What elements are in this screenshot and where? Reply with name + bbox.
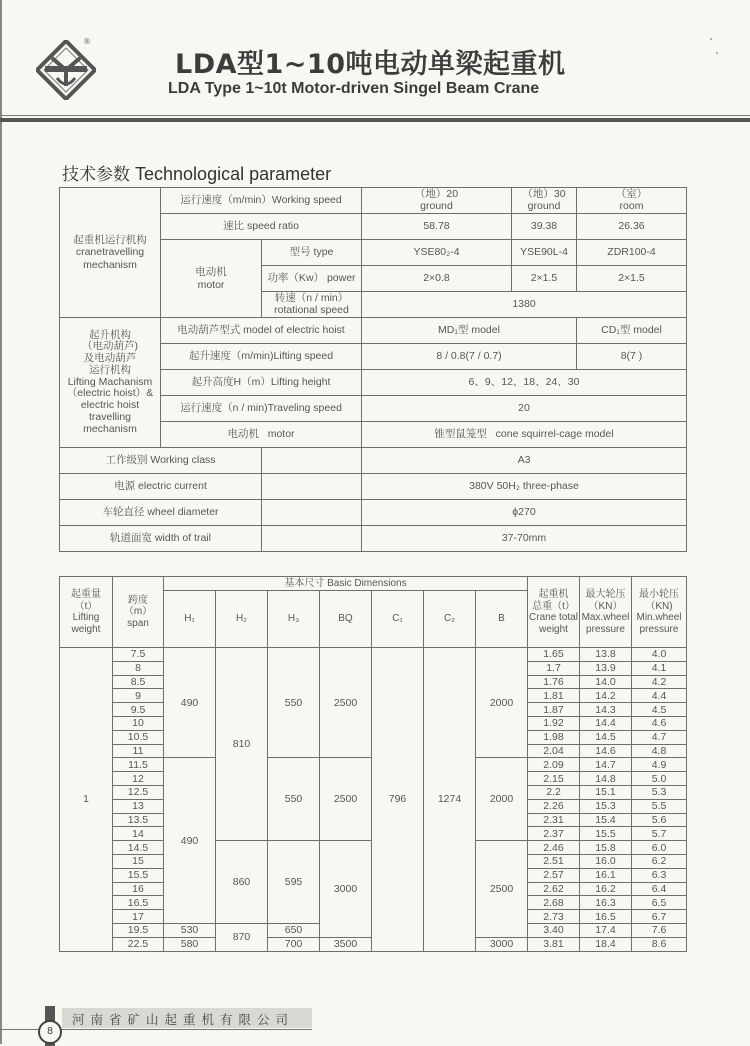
total-weight-cell: 2.04: [528, 744, 580, 758]
min-pressure-cell: 6.3: [632, 868, 687, 882]
empty-cell: [262, 500, 362, 526]
page-number: 8: [38, 1020, 62, 1044]
bq-cell: 2500: [320, 758, 372, 841]
scan-speck: [710, 38, 712, 40]
h3-cell: 700: [268, 937, 320, 951]
trail-label: 轨道面宽 width of trail: [60, 526, 262, 552]
speed-room: （室） room: [577, 188, 687, 214]
min-pressure-cell: 4.6: [632, 716, 687, 730]
min-pressure-cell: 4.7: [632, 730, 687, 744]
speed-ratio-value: 58.78: [362, 214, 512, 240]
span-cell: 15.5: [113, 868, 164, 882]
total-weight-cell: 2.51: [528, 854, 580, 868]
table-row: [60, 500, 687, 526]
span-cell: 17: [113, 910, 164, 924]
type-label: 型号 type: [262, 240, 362, 266]
scan-speck: [716, 52, 718, 54]
span-cell: 11: [113, 744, 164, 758]
hoist-model-cd1: CD₁型 model: [577, 318, 687, 344]
span-cell: 8.5: [113, 675, 164, 689]
h3-cell: 595: [268, 841, 320, 924]
table-row: [60, 526, 687, 552]
col-max-pressure: 最大轮压 （KN） Max.wheel pressure: [580, 577, 632, 648]
h3-cell: 550: [268, 758, 320, 841]
min-pressure-cell: 6.5: [632, 896, 687, 910]
span-cell: 11.5: [113, 758, 164, 772]
working-speed-label: 运行速度（m/min）Working speed: [161, 188, 362, 214]
min-pressure-cell: 6.4: [632, 882, 687, 896]
max-pressure-cell: 13.8: [580, 648, 632, 662]
speed-ground-20: （地）20 ground: [362, 188, 512, 214]
span-cell: 9.5: [113, 703, 164, 717]
span-cell: 13.5: [113, 813, 164, 827]
speed-ratio-label: 速比 speed ratio: [161, 214, 362, 240]
current-label: 电源 electric current: [60, 474, 262, 500]
company-name: 河南省矿山起重机有限公司: [72, 1012, 295, 1027]
min-pressure-cell: 4.8: [632, 744, 687, 758]
bq-cell: 3500: [320, 937, 372, 951]
span-cell: 14: [113, 827, 164, 841]
trail-value: 37-70mm: [362, 526, 687, 552]
total-weight-cell: 2.2: [528, 785, 580, 799]
col-c2: C₂: [424, 591, 476, 648]
motor-power: 2×0.8: [362, 266, 512, 292]
total-weight-cell: 2.46: [528, 841, 580, 855]
max-pressure-cell: 16.2: [580, 882, 632, 896]
lifting-speed-md1: 8 / 0.8(7 / 0.7): [362, 344, 577, 370]
speed-ground-30: （地）30 ground: [512, 188, 577, 214]
total-weight-cell: 2.31: [528, 813, 580, 827]
min-pressure-cell: 5.6: [632, 813, 687, 827]
total-weight-cell: 1.98: [528, 730, 580, 744]
span-cell: 10.5: [113, 730, 164, 744]
lift-motor-value: 锥型鼠笼型 cone squirrel-cage model: [362, 422, 687, 448]
power-label: 功率（Kw） power: [262, 266, 362, 292]
max-pressure-cell: 15.8: [580, 841, 632, 855]
speed-ratio-value: 39.38: [512, 214, 577, 240]
header-divider-thick: [0, 118, 750, 122]
col-min-pressure: 最小轮压 （KN) Min.wheel pressure: [632, 577, 687, 648]
page-edge: [0, 0, 2, 1044]
max-pressure-cell: 15.1: [580, 785, 632, 799]
header-row: [60, 577, 687, 591]
max-pressure-cell: 14.5: [580, 730, 632, 744]
table-row: [60, 474, 687, 500]
table-row: [60, 188, 687, 214]
max-pressure-cell: 18.4: [580, 937, 632, 951]
total-weight-cell: 2.15: [528, 772, 580, 786]
span-cell: 22.5: [113, 937, 164, 951]
b-cell: 2500: [476, 841, 528, 938]
span-cell: 19.5: [113, 923, 164, 937]
lifting-speed-label: 起升速度（m/min)Lifting speed: [161, 344, 362, 370]
total-weight-cell: 2.57: [528, 868, 580, 882]
empty-cell: [262, 526, 362, 552]
min-pressure-cell: 7.6: [632, 923, 687, 937]
table-row: [60, 648, 687, 662]
total-weight-cell: 3.40: [528, 923, 580, 937]
header-divider-thin: [0, 115, 750, 116]
col-total-weight: 起重机 总重（t） Crane total weight: [528, 577, 580, 648]
span-cell: 15: [113, 854, 164, 868]
h3-cell: 550: [268, 648, 320, 758]
total-weight-cell: 2.09: [528, 758, 580, 772]
lifting-height-value: 6、9、12、18、24、30: [362, 370, 687, 396]
col-basic-dimensions: 基本尺寸 Basic Dimensions: [164, 577, 528, 591]
h1-cell: 490: [164, 648, 216, 758]
min-pressure-cell: 4.9: [632, 758, 687, 772]
max-pressure-cell: 15.4: [580, 813, 632, 827]
span-cell: 16.5: [113, 896, 164, 910]
max-pressure-cell: 15.3: [580, 799, 632, 813]
total-weight-cell: 2.26: [528, 799, 580, 813]
section-title-en: Technological parameter: [135, 164, 332, 184]
min-pressure-cell: 6.0: [632, 841, 687, 855]
col-b: B: [476, 591, 528, 648]
max-pressure-cell: 14.3: [580, 703, 632, 717]
b-cell: 2000: [476, 758, 528, 841]
col-h1: H₁: [164, 591, 216, 648]
min-pressure-cell: 4.5: [632, 703, 687, 717]
footer: [0, 1008, 312, 1037]
total-weight-cell: 1.92: [528, 716, 580, 730]
total-weight-cell: 1.81: [528, 689, 580, 703]
total-weight-cell: 1.76: [528, 675, 580, 689]
motor-type: ZDR100-4: [577, 240, 687, 266]
motor-type: YSE80₂-4: [362, 240, 512, 266]
empty-cell: [262, 474, 362, 500]
registered-mark: ®: [83, 37, 91, 46]
travel-speed-value: 20: [362, 396, 687, 422]
page-title-en: LDA Type 1~10t Motor-driven Singel Beam Crane: [168, 80, 540, 97]
max-pressure-cell: 14.7: [580, 758, 632, 772]
table-row: [60, 448, 687, 474]
min-pressure-cell: 6.2: [632, 854, 687, 868]
max-pressure-cell: 15.5: [580, 827, 632, 841]
total-weight-cell: 1.65: [528, 648, 580, 662]
max-pressure-cell: 16.5: [580, 910, 632, 924]
empty-cell: [262, 448, 362, 474]
lift-motor-label: 电动机 motor: [161, 422, 362, 448]
max-pressure-cell: 14.4: [580, 716, 632, 730]
h2-cell: 870: [216, 923, 268, 951]
total-weight-cell: 3.81: [528, 937, 580, 951]
wheel-value: ϕ270: [362, 500, 687, 526]
span-cell: 8: [113, 661, 164, 675]
lifting-weight-cell: 1: [60, 648, 113, 952]
min-pressure-cell: 4.2: [632, 675, 687, 689]
crane-travel-group-label: 起重机运行机构 cranetravelling mechanism: [60, 188, 161, 318]
h1-cell: 530: [164, 923, 216, 937]
max-pressure-cell: 13.9: [580, 661, 632, 675]
total-weight-cell: 2.37: [528, 827, 580, 841]
page-title-cn: LDA型1~10吨电动单梁起重机: [175, 49, 566, 80]
min-pressure-cell: 8.6: [632, 937, 687, 951]
min-pressure-cell: 4.0: [632, 648, 687, 662]
hoist-model-md1: MD₁型 model: [362, 318, 577, 344]
col-h2: H₂: [216, 591, 268, 648]
max-pressure-cell: 14.2: [580, 689, 632, 703]
span-cell: 7.5: [113, 648, 164, 662]
total-weight-cell: 1.87: [528, 703, 580, 717]
rot-speed-value: 1380: [362, 292, 687, 318]
total-weight-cell: 2.68: [528, 896, 580, 910]
min-pressure-cell: 5.3: [632, 785, 687, 799]
max-pressure-cell: 17.4: [580, 923, 632, 937]
wheel-label: 车轮直径 wheel diameter: [60, 500, 262, 526]
h1-cell: 580: [164, 937, 216, 951]
hoist-model-label: 电动葫芦型式 model of electric hoist: [161, 318, 362, 344]
travel-speed-label: 运行速度（n / min)Traveling speed: [161, 396, 362, 422]
working-class-label: 工作级别 Working class: [60, 448, 262, 474]
h2-cell: 860: [216, 841, 268, 924]
col-h3: H₃: [268, 591, 320, 648]
span-cell: 14.5: [113, 841, 164, 855]
span-cell: 10: [113, 716, 164, 730]
speed-ratio-value: 26.36: [577, 214, 687, 240]
company-logo: [36, 40, 96, 100]
col-bq: BQ: [320, 591, 372, 648]
min-pressure-cell: 5.0: [632, 772, 687, 786]
section-title-cn: 技术参数: [62, 165, 130, 185]
lifting-group-label: 起升机构 （电动葫芦) 及电动葫芦 运行机构 Lifting Machanism （electric hoist）& electric hoist travelling mechanism: [60, 318, 161, 448]
total-weight-cell: 2.62: [528, 882, 580, 896]
motor-label: 电动机 motor: [161, 240, 262, 318]
min-pressure-cell: 5.7: [632, 827, 687, 841]
c2-cell: 1274: [424, 648, 476, 952]
max-pressure-cell: 14.0: [580, 675, 632, 689]
min-pressure-cell: 4.4: [632, 689, 687, 703]
tech-parameter-table: [59, 187, 687, 552]
current-value: 380V 50H₂ three-phase: [362, 474, 687, 500]
span-cell: 12: [113, 772, 164, 786]
b-cell: 3000: [476, 937, 528, 951]
max-pressure-cell: 16.1: [580, 868, 632, 882]
motor-power: 2×1.5: [512, 266, 577, 292]
motor-power: 2×1.5: [577, 266, 687, 292]
max-pressure-cell: 14.6: [580, 744, 632, 758]
b-cell: 2000: [476, 648, 528, 758]
lifting-height-label: 起升高度H（m）Lifting height: [161, 370, 362, 396]
span-cell: 13: [113, 799, 164, 813]
bq-cell: 3000: [320, 841, 372, 938]
h2-cell: 810: [216, 648, 268, 841]
rot-speed-label: 转速（n / min） rotational speed: [262, 292, 362, 318]
span-cell: 12.5: [113, 785, 164, 799]
max-pressure-cell: 16.3: [580, 896, 632, 910]
c1-cell: 796: [372, 648, 424, 952]
total-weight-cell: 1.7: [528, 661, 580, 675]
col-span: 跨度 （m） span: [113, 577, 164, 648]
min-pressure-cell: 6.7: [632, 910, 687, 924]
section-title: [62, 160, 331, 185]
lifting-speed-cd1: 8(7 ): [577, 344, 687, 370]
col-lifting-weight: 起重量 （t） Lifting weight: [60, 577, 113, 648]
span-cell: 9: [113, 689, 164, 703]
min-pressure-cell: 4.1: [632, 661, 687, 675]
span-cell: 16: [113, 882, 164, 896]
total-weight-cell: 2.73: [528, 910, 580, 924]
working-class-value: A3: [362, 448, 687, 474]
min-pressure-cell: 5.5: [632, 799, 687, 813]
max-pressure-cell: 16.0: [580, 854, 632, 868]
dimension-table: [59, 576, 687, 952]
motor-type: YSE90L-4: [512, 240, 577, 266]
h1-cell: 490: [164, 758, 216, 924]
max-pressure-cell: 14.8: [580, 772, 632, 786]
bq-cell: 2500: [320, 648, 372, 758]
col-c1: C₁: [372, 591, 424, 648]
h3-cell: 650: [268, 923, 320, 937]
table-row: [60, 318, 687, 344]
